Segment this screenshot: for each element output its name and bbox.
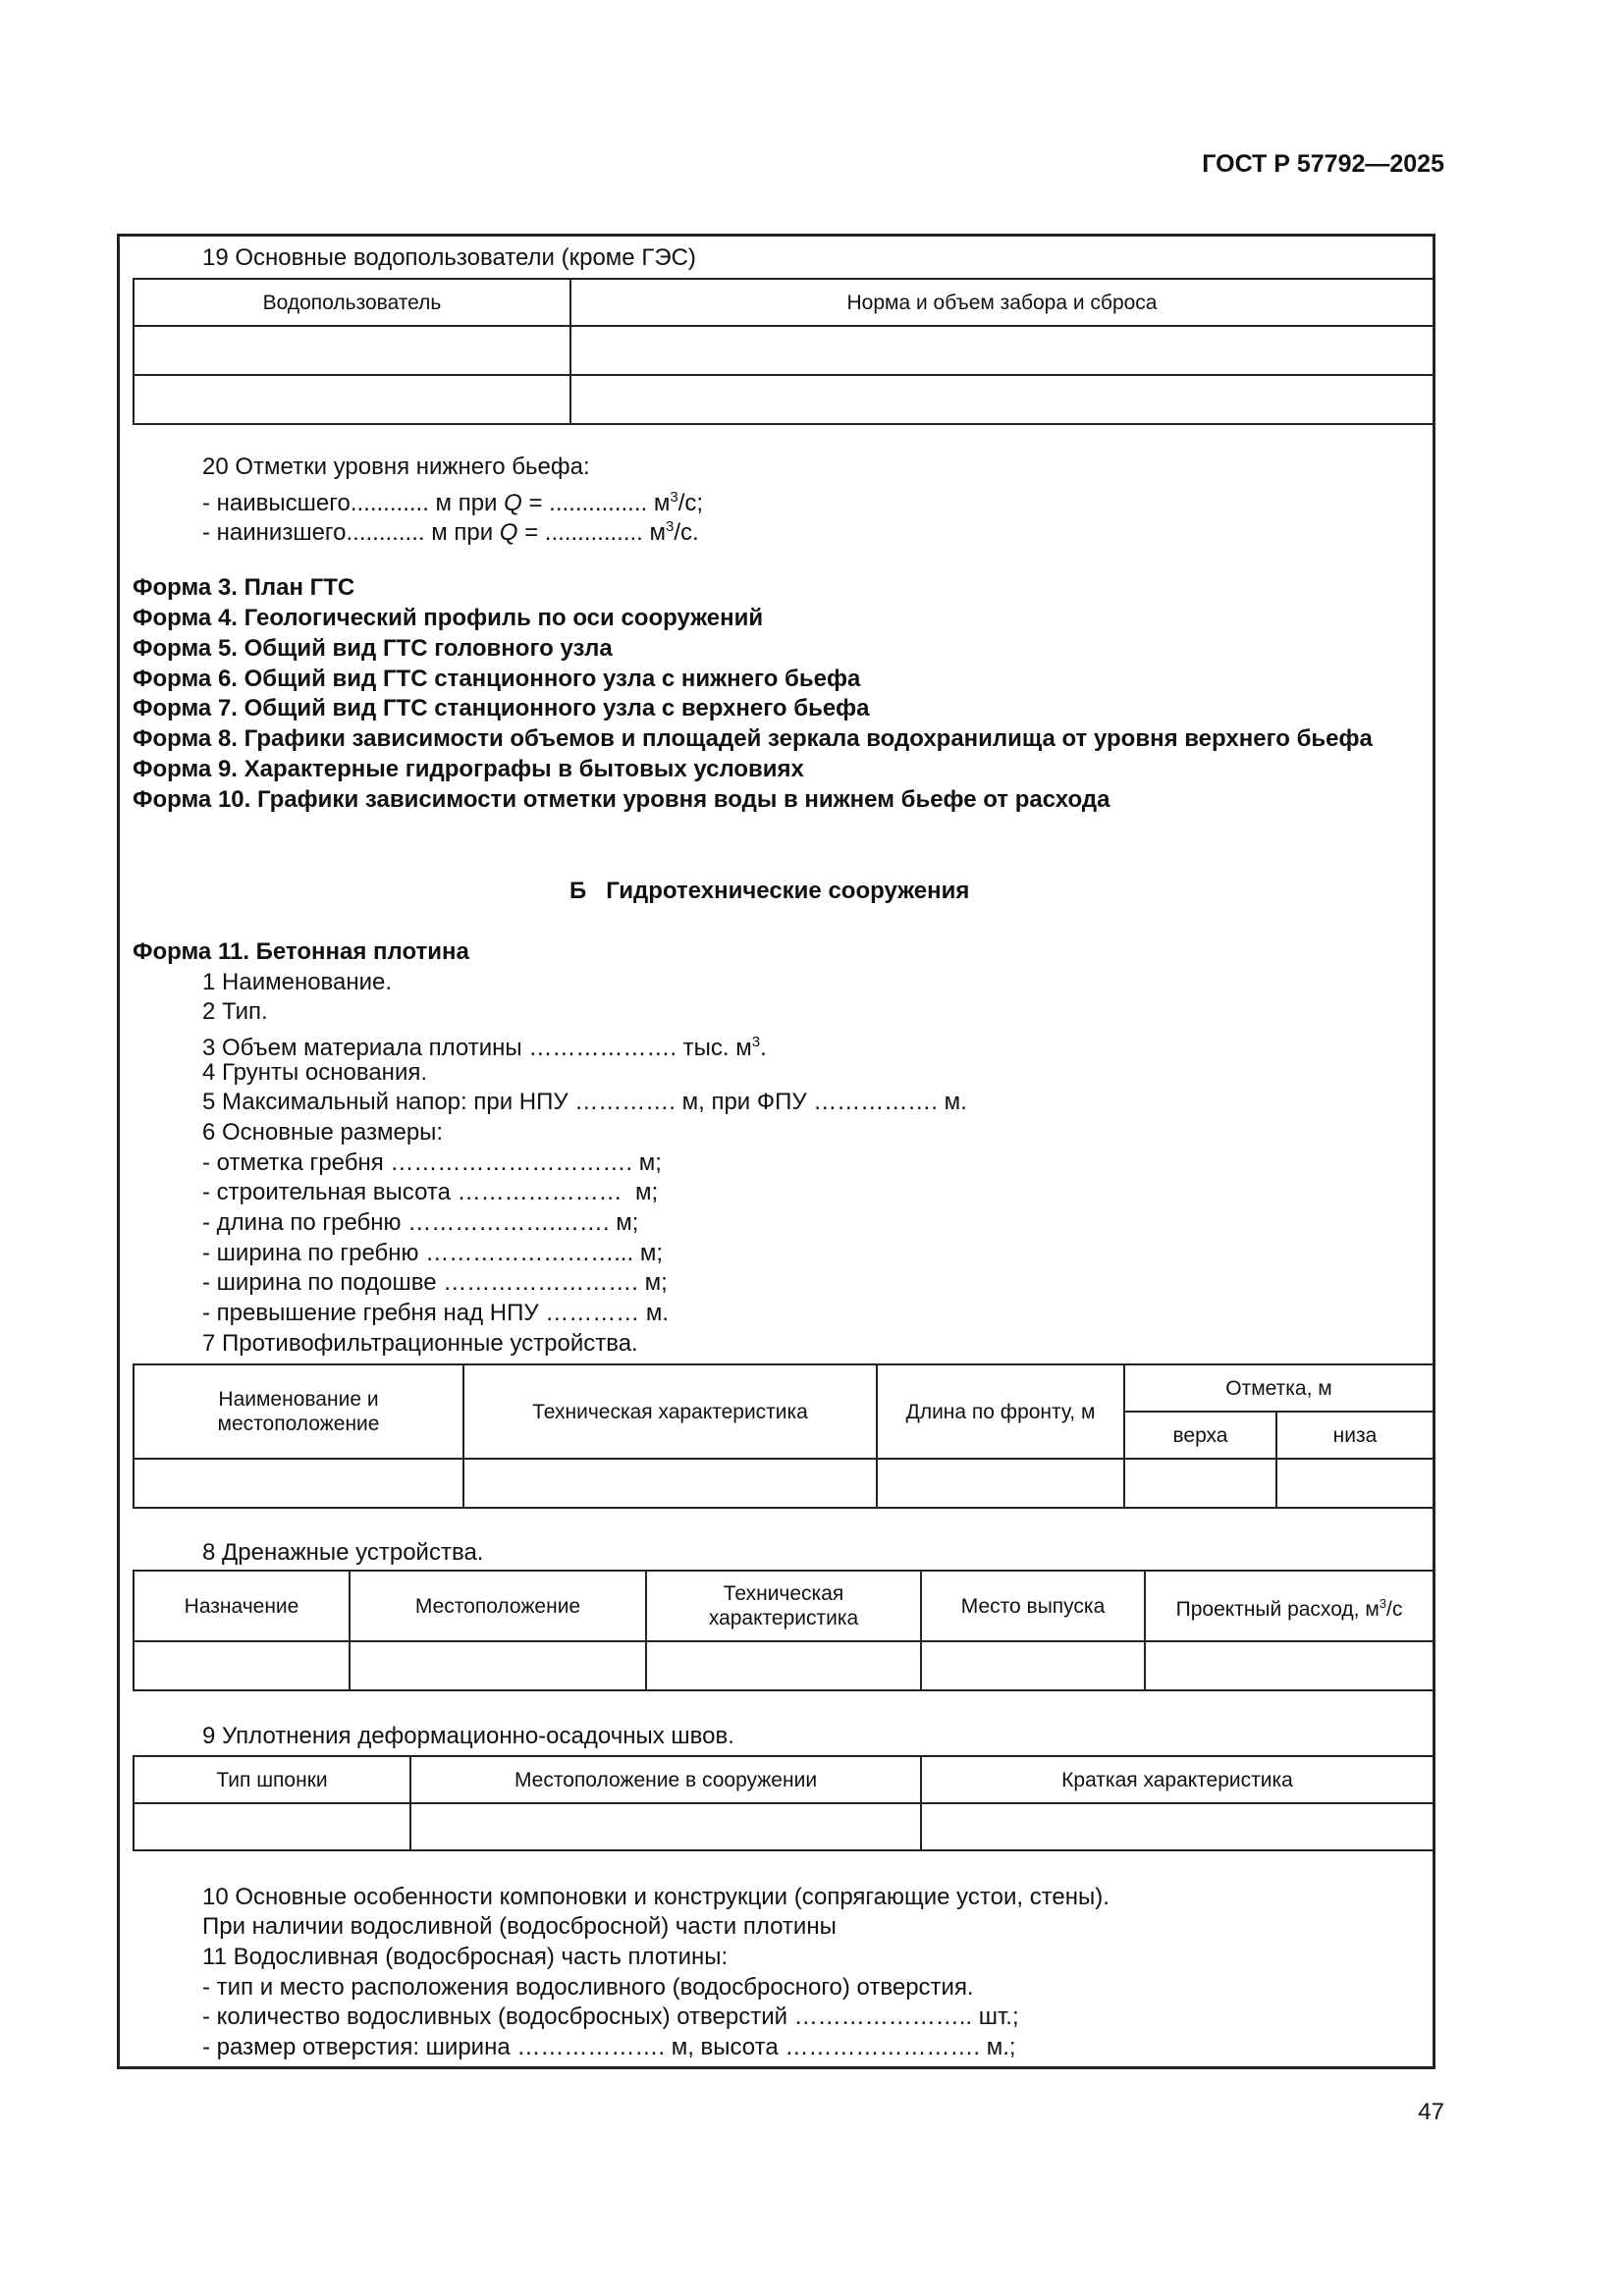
form-11-title: Форма 11. Бетонная плотина	[133, 938, 469, 965]
item-1: 1 Наименование.	[202, 969, 393, 995]
table-row	[134, 1459, 1434, 1508]
table-cell	[134, 326, 570, 375]
form-3: Форма 3. План ГТС	[133, 574, 355, 601]
header-mark: Отметка, м	[1124, 1364, 1434, 1412]
header-front-length: Длина по фронту, м	[877, 1364, 1124, 1459]
header-intake-discharge: Норма и объем забора и сброса	[570, 279, 1434, 326]
header-outlet: Место выпуска	[921, 1571, 1145, 1641]
item-4: 4 Грунты основания.	[202, 1059, 428, 1086]
spillway-type-location: - тип и место расположения водосливного (водосбросного) отверстия.	[202, 1974, 974, 2001]
table-row	[134, 1803, 1434, 1850]
tailwater-highest: - наивысшего............ м при Q = ............... $м^3/с$;	[202, 489, 704, 516]
section-b-title: Б Гидротехнические сооружения	[569, 878, 970, 904]
spillway-note: При наличии водосливной (водосбросной) части плотины	[202, 1913, 837, 1940]
table-row	[134, 1641, 1434, 1690]
item-5: 5 Максимальный напор: при НПУ …………. м, при ФПУ ……………. м.	[202, 1089, 967, 1115]
table-cell	[877, 1459, 1124, 1508]
header-name-location: Наименование и местоположение	[134, 1364, 463, 1459]
table-cell	[350, 1641, 646, 1690]
header-location-in-structure: Местоположение в сооружении	[410, 1756, 921, 1803]
header-tech-characteristic: Техническая характеристика	[646, 1571, 921, 1641]
item-2: 2 Тип.	[202, 998, 268, 1025]
table-cell	[134, 375, 570, 424]
item-9: 9 Уплотнения деформационно-осадочных швов.	[202, 1723, 734, 1749]
form-8: Форма 8. Графики зависимости объемов и площадей зеркала водохранилища от уровня верхнего бьефа	[133, 725, 1373, 752]
form-9: Форма 9. Характерные гидрографы в бытовых условиях	[133, 756, 804, 782]
dim-crest-length: - длина по гребню ……………….……. м;	[202, 1209, 639, 1236]
table-cell	[921, 1803, 1434, 1850]
header-purpose: Назначение	[134, 1571, 350, 1641]
table-row	[134, 375, 1434, 424]
table-cell	[570, 326, 1434, 375]
spillway-size: - размер отверстия: ширина ………………. м, высота ……………………. м.;	[202, 2034, 1016, 2060]
table-cell	[1276, 1459, 1434, 1508]
header-location: Местоположение	[350, 1571, 646, 1641]
header-design-flow: Проектный расход, $м^3/с$	[1145, 1571, 1434, 1641]
dim-crest-width: - ширина по гребню ……………………... м;	[202, 1240, 664, 1266]
drainage-table	[133, 1570, 1435, 1691]
item-11: 11 Водосливная (водосбросная) часть плотины:	[202, 1944, 729, 1970]
antifiltration-table	[133, 1363, 1435, 1509]
form-10: Форма 10. Графики зависимости отметки уровня воды в нижнем бьефе от расхода	[133, 786, 1110, 813]
spillway-count: - количество водосливных (водосбросных) отверстий ………………….. шт.;	[202, 2003, 1019, 2030]
table-cell	[463, 1459, 877, 1508]
header-brief-characteristic: Краткая характеристика	[921, 1756, 1434, 1803]
page-number: 47	[1418, 2099, 1444, 2125]
dim-crest-mark: - отметка гребня …………………………. м;	[202, 1149, 662, 1176]
table-cell	[570, 375, 1434, 424]
form-7: Форма 7. Общий вид ГТС станционного узла с верхнего бьефа	[133, 695, 870, 721]
form-5: Форма 5. Общий вид ГТС головного узла	[133, 635, 613, 662]
table-cell	[1124, 1459, 1276, 1508]
table-row	[134, 326, 1434, 375]
dim-base-width: - ширина по подошве ……………………. м;	[202, 1269, 668, 1296]
table-cell	[134, 1641, 350, 1690]
form-4: Форма 4. Геологический профиль по оси сооружений	[133, 605, 764, 631]
table-cell	[134, 1459, 463, 1508]
dim-crest-freeboard: - превышение гребня над НПУ ………… м.	[202, 1300, 670, 1326]
item-3: 3 Объем материала плотины ………………. тыс. $м^3$.	[202, 1034, 767, 1061]
item-7: 7 Противофильтрационные устройства.	[202, 1330, 638, 1357]
item-6: 6 Основные размеры:	[202, 1119, 444, 1146]
item-10: 10 Основные особенности компоновки и конструкции (сопрягающие устои, стены).	[202, 1884, 1110, 1910]
header-mark-bottom: низа	[1276, 1412, 1434, 1459]
table-cell	[921, 1641, 1145, 1690]
item-20-title: 20 Отметки уровня нижнего бьефа:	[202, 454, 590, 480]
table-cell	[1145, 1641, 1434, 1690]
item-19-title: 19 Основные водопользователи (кроме ГЭС)	[202, 244, 696, 271]
item-8: 8 Дренажные устройства.	[202, 1539, 484, 1566]
header-water-user: Водопользователь	[134, 279, 570, 326]
header-tech-characteristic: Техническая характеристика	[463, 1364, 877, 1459]
dim-construction-height: - строительная высота ………………… м;	[202, 1179, 659, 1205]
table-cell	[646, 1641, 921, 1690]
water-users-table	[133, 278, 1435, 425]
header-key-type: Тип шпонки	[134, 1756, 410, 1803]
document-code: ГОСТ Р 57792—2025	[1202, 150, 1444, 178]
table-cell	[410, 1803, 921, 1850]
table-cell	[134, 1803, 410, 1850]
form-6: Форма 6. Общий вид ГТС станционного узла с нижнего бьефа	[133, 666, 861, 692]
header-mark-top: верха	[1124, 1412, 1276, 1459]
tailwater-lowest: - наинизшего............ м при Q = ............... $м^3/с$.	[202, 518, 699, 546]
joint-seals-table	[133, 1755, 1435, 1851]
